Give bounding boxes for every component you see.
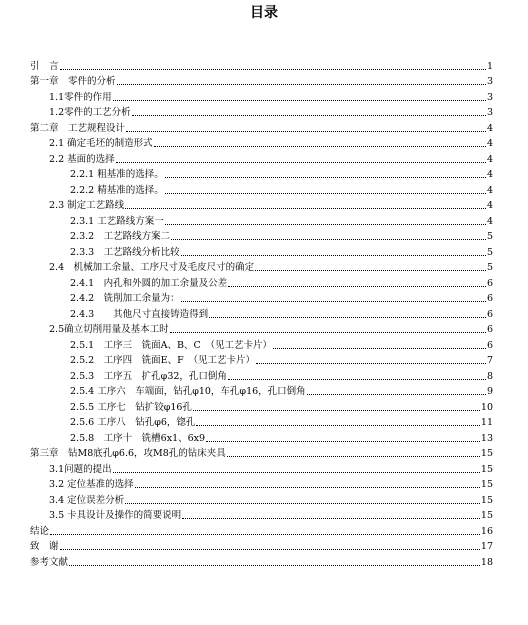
toc-entry-page-number: 4	[486, 184, 493, 196]
toc-entry-label: 第二章 工艺规程设计	[30, 122, 126, 134]
toc-leader-dots	[165, 193, 486, 194]
toc-leader-dots	[154, 146, 486, 147]
toc-entry-page-number: 15	[480, 448, 493, 459]
toc-entry-page-number: 4	[486, 169, 493, 180]
toc-entry-label: 3.1问题的提出	[49, 463, 112, 475]
toc-entry[interactable]	[30, 491, 493, 507]
toc-entry[interactable]	[30, 197, 493, 213]
toc-leader-dots	[126, 131, 486, 132]
toc-entry-page-number: 3	[486, 76, 493, 87]
toc-entry[interactable]	[30, 383, 493, 399]
toc-leader-dots	[50, 534, 480, 535]
toc-entry-label: 2.4 机械加工余量、工序尺寸及毛皮尺寸的确定	[49, 262, 255, 273]
toc-entry-page-number: 4	[486, 200, 493, 211]
toc-entry-label: 2.2.1 粗基准的选择。	[70, 169, 164, 180]
toc-leader-dots	[165, 224, 486, 225]
toc-entry-label: 2.5.4 工序六 车端面，钻孔φ10，车孔φ16，孔口倒角	[70, 386, 306, 397]
toc-leader-dots	[193, 410, 480, 411]
toc-entry[interactable]	[30, 352, 493, 368]
toc-entry-page-number: 7	[486, 355, 493, 366]
toc-leader-dots	[60, 69, 486, 70]
toc-leader-dots	[181, 301, 486, 302]
toc-entry-label: 2.5确立切削用量及基本工时	[49, 324, 169, 335]
toc-leader-dots	[227, 456, 480, 457]
toc-entry-page-number: 6	[486, 339, 493, 351]
toc-entry-page-number: 8	[486, 370, 493, 382]
toc-entry[interactable]	[30, 274, 493, 290]
toc-leader-dots	[132, 115, 486, 116]
toc-leader-dots	[196, 425, 480, 426]
toc-entry[interactable]	[30, 212, 493, 228]
toc-leader-dots	[181, 255, 486, 256]
toc-entry-page-number: 18	[480, 556, 493, 568]
toc-entry-label: 参考文献	[30, 556, 69, 568]
toc-entry-label: 2.5.3 工序五 扩孔φ32，孔口倒角	[70, 370, 227, 382]
toc-leader-dots	[273, 348, 486, 349]
toc-entry[interactable]	[30, 259, 493, 275]
toc-leader-dots	[228, 286, 486, 287]
toc-entry-page-number: 6	[486, 324, 493, 335]
toc-leader-dots	[307, 394, 486, 395]
toc-entry-page-number: 3	[486, 91, 493, 103]
toc-entry-page-number: 15	[480, 463, 493, 475]
toc-entry[interactable]	[30, 290, 493, 306]
toc-entry-page-number: 6	[486, 308, 493, 320]
toc-leader-dots	[256, 363, 486, 364]
toc-entry-page-number: 15	[480, 479, 493, 490]
toc-entry-label: 第一章 零件的分析	[30, 76, 116, 87]
page-title: 目录	[250, 5, 278, 21]
toc-entry-page-number: 15	[480, 510, 493, 521]
toc-entry-label: 引 言	[30, 60, 59, 72]
toc-entry-page-number: 3	[486, 107, 493, 118]
toc-leader-dots	[135, 487, 480, 488]
toc-entry[interactable]	[30, 228, 493, 244]
toc-entry[interactable]	[30, 445, 493, 461]
toc-entry-page-number: 4	[486, 215, 493, 227]
toc-entry-label: 结论	[30, 525, 50, 537]
toc-entry-label: 2.4.3 其他尺寸直接铸造得到	[70, 308, 209, 320]
toc-entry-label: 2.2.2 精基准的选择。	[70, 184, 164, 196]
toc-entry[interactable]	[30, 243, 493, 259]
toc-entry-label: 第三章 钻M8底孔φ6.6，攻M8孔的钻床夹具	[30, 448, 226, 459]
toc-entry-page-number: 6	[486, 277, 493, 289]
toc-entry[interactable]	[30, 429, 493, 445]
toc-entry[interactable]	[30, 553, 493, 569]
toc-entry-label: 2.5.8 工序十 铣槽6x1、6x9	[70, 432, 206, 444]
toc-entry-page-number: 4	[486, 138, 493, 149]
toc-leader-dots	[206, 441, 480, 442]
toc-entry[interactable]	[30, 522, 493, 538]
toc-entry-label: 2.5.5 工序七 钻扩铰φ16孔	[70, 401, 192, 413]
toc-entry[interactable]	[30, 507, 493, 523]
toc-entry-page-number: 13	[480, 432, 493, 444]
toc-entry-page-number: 5	[486, 262, 493, 273]
toc-entry-label: 2.3.2 工艺路线方案二	[70, 231, 171, 242]
toc-entry-page-number: 9	[486, 386, 493, 397]
toc-entry-label: 2.3 制定工艺路线	[49, 200, 125, 211]
toc-entry-label: 2.5.6 工序八 钻孔φ6，锪孔	[70, 417, 196, 428]
toc-leader-dots	[113, 472, 480, 473]
toc-entry-label: 3.4 定位误差分析	[49, 494, 125, 506]
toc-entry-page-number: 15	[480, 494, 493, 506]
toc-leader-dots	[170, 332, 486, 333]
toc-leader-dots	[125, 503, 480, 504]
toc-leader-dots	[171, 239, 486, 240]
toc-entry-page-number: 17	[480, 541, 493, 552]
toc-entry-label: 2.5.2 工序四 铣面E、F （见工艺卡片）	[70, 355, 255, 366]
toc-leader-dots	[182, 518, 480, 519]
toc-entry-label: 1.2零件的工艺分析	[49, 107, 131, 118]
toc-entry-label: 2.4.1 内孔和外圆的加工余量及公差	[70, 277, 228, 289]
toc-entry-label: 2.5.1 工序三 铣面A、B、C （见工艺卡片）	[70, 339, 273, 351]
toc-entry[interactable]	[30, 181, 493, 197]
table-of-contents	[30, 57, 493, 569]
toc-entry-label: 2.3.1 工艺路线方案一	[70, 215, 164, 227]
toc-entry-page-number: 6	[486, 293, 493, 304]
toc-entry[interactable]	[30, 367, 493, 383]
toc-leader-dots	[117, 84, 486, 85]
toc-leader-dots	[113, 100, 486, 101]
toc-entry[interactable]	[30, 150, 493, 166]
toc-entry-label: 2.2 基面的选择	[49, 153, 115, 165]
toc-entry[interactable]	[30, 305, 493, 321]
toc-entry[interactable]	[30, 538, 493, 554]
toc-leader-dots	[69, 565, 480, 566]
toc-entry[interactable]	[30, 135, 493, 151]
toc-entry-label: 致 谢	[30, 541, 59, 552]
toc-entry[interactable]	[30, 321, 493, 337]
toc-entry-label: 3.2 定位基准的选择	[49, 479, 134, 490]
toc-leader-dots	[228, 379, 486, 380]
toc-entry[interactable]	[30, 336, 493, 352]
toc-entry-page-number: 4	[486, 122, 493, 134]
toc-entry-label: 2.4.2 铣削加工余量为：	[70, 293, 180, 304]
toc-entry-page-number: 1	[486, 60, 493, 72]
toc-entry-page-number: 5	[486, 231, 493, 242]
toc-entry[interactable]	[30, 104, 493, 120]
toc-entry-label: 2.3.3 工艺路线分析比较	[70, 246, 180, 258]
toc-entry-label: 3.5 卡具设计及操作的简要说明	[49, 510, 182, 521]
toc-entry[interactable]	[30, 398, 493, 414]
toc-entry-label: 2.1 确定毛坯的制造形式	[49, 138, 153, 149]
toc-entry-page-number: 10	[480, 401, 493, 413]
toc-entry[interactable]	[30, 88, 493, 104]
toc-leader-dots	[209, 317, 486, 318]
toc-entry-page-number: 11	[480, 417, 493, 428]
toc-leader-dots	[255, 270, 486, 271]
toc-entry-page-number: 5	[486, 246, 493, 258]
toc-leader-dots	[125, 208, 486, 209]
toc-leader-dots	[165, 177, 486, 178]
toc-entry[interactable]	[30, 57, 493, 73]
toc-entry-page-number: 4	[486, 153, 493, 165]
toc-entry[interactable]	[30, 476, 493, 492]
toc-entry-page-number: 16	[480, 525, 493, 537]
toc-entry[interactable]	[30, 414, 493, 430]
toc-entry[interactable]	[30, 119, 493, 135]
toc-leader-dots	[60, 549, 480, 550]
toc-entry[interactable]	[30, 73, 493, 89]
toc-entry[interactable]	[30, 166, 493, 182]
toc-entry[interactable]	[30, 460, 493, 476]
toc-entry-label: 1.1零件的作用	[49, 91, 112, 103]
toc-leader-dots	[116, 162, 486, 163]
